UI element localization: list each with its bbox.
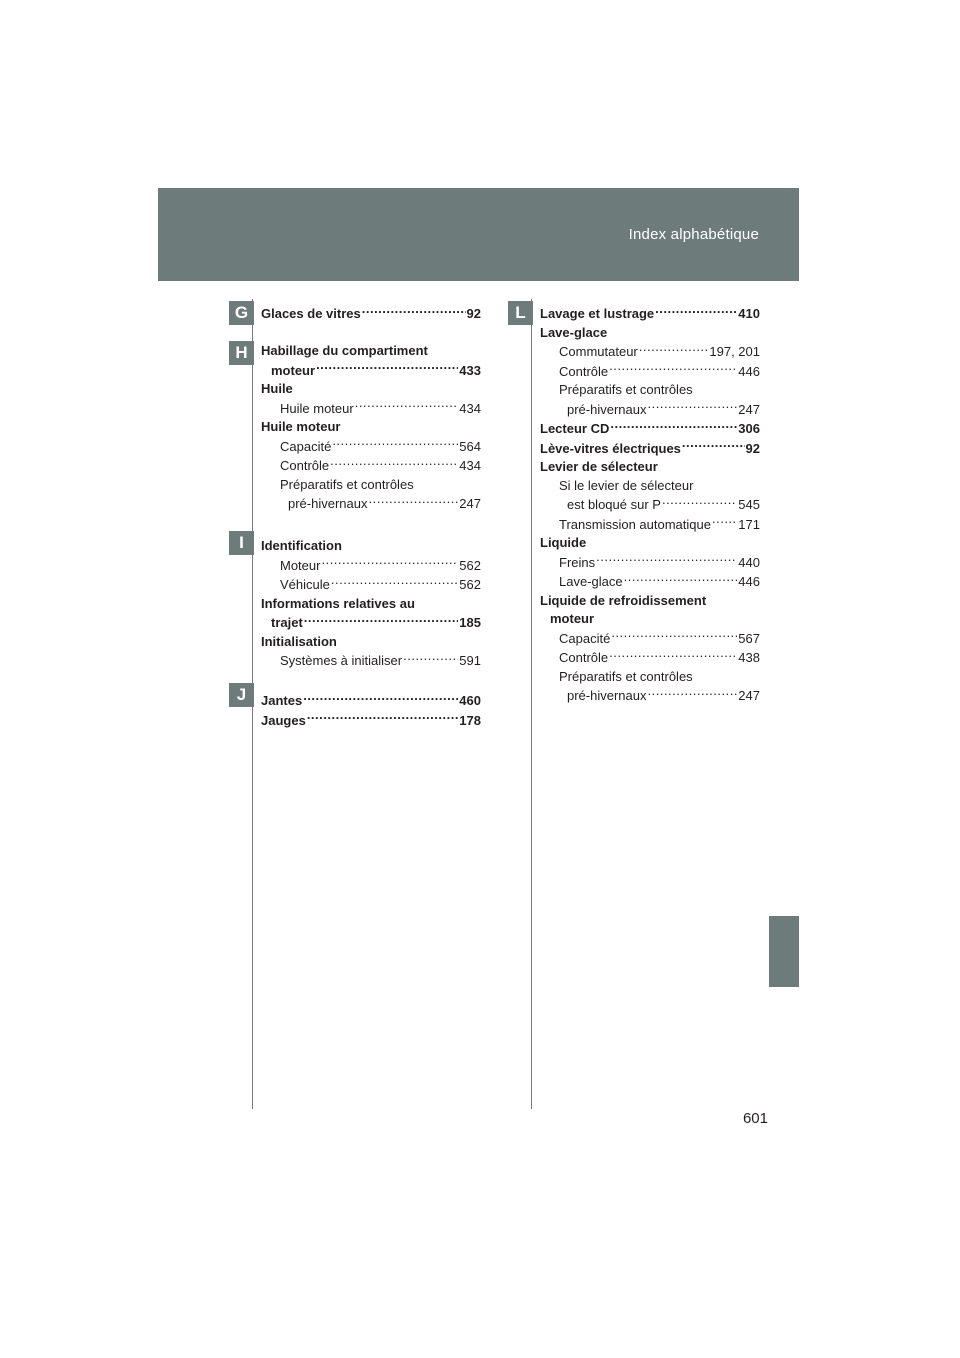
entry-page: 545 bbox=[738, 497, 760, 512]
index-subentry bbox=[540, 553, 760, 573]
right-column-rule bbox=[531, 299, 532, 1109]
entry-page: 197, 201 bbox=[709, 344, 760, 359]
index-subentry bbox=[261, 399, 481, 419]
index-subentry bbox=[540, 495, 760, 515]
entry-label: est bloqué sur P bbox=[567, 497, 661, 512]
index-column-left bbox=[261, 304, 481, 730]
entry-label: Liquide bbox=[540, 535, 587, 550]
entry-label: pré-hivernaux bbox=[567, 401, 647, 417]
index-entry bbox=[540, 439, 760, 459]
entry-page: 185 bbox=[459, 615, 481, 630]
dot-leader bbox=[609, 648, 737, 662]
dot-leader bbox=[369, 494, 459, 508]
entry-label: Préparatifs et contrôles bbox=[280, 476, 414, 492]
chapter-side-tab bbox=[769, 916, 799, 987]
dot-leader bbox=[624, 572, 738, 586]
entry-page: 433 bbox=[459, 362, 481, 378]
entry-label: Glaces de vitres bbox=[261, 306, 361, 321]
index-subentry bbox=[261, 651, 481, 671]
entry-label: Préparatifs et contrôles bbox=[559, 668, 693, 684]
letter-tab-l: L bbox=[508, 301, 533, 325]
entry-label: Lève-vitres électriques bbox=[540, 440, 681, 456]
index-entry bbox=[261, 595, 481, 614]
index-subentry bbox=[540, 400, 760, 420]
index-entry bbox=[540, 610, 760, 629]
entry-page: 171 bbox=[738, 516, 760, 532]
entry-page: 562 bbox=[459, 577, 481, 592]
letter-tab-g: G bbox=[229, 301, 254, 325]
letter-tab-h: H bbox=[229, 341, 254, 365]
dot-leader bbox=[355, 399, 459, 413]
entry-label: Lave-glace bbox=[559, 574, 623, 589]
entry-label: Contrôle bbox=[559, 363, 609, 379]
index-entry bbox=[261, 304, 481, 324]
dot-leader bbox=[362, 304, 466, 318]
entry-label: Véhicule bbox=[280, 577, 330, 592]
dot-leader bbox=[330, 456, 458, 470]
page-number: 601 bbox=[742, 1110, 768, 1127]
dot-leader bbox=[403, 651, 458, 665]
entry-label: Systèmes à initialiser bbox=[280, 653, 403, 668]
index-subentry bbox=[261, 556, 481, 576]
index-subentry bbox=[540, 648, 760, 668]
entry-label: Initialisation bbox=[261, 633, 337, 649]
entry-page: 247 bbox=[459, 496, 481, 511]
entry-label: moteur bbox=[271, 362, 316, 378]
index-entry bbox=[261, 613, 481, 633]
entry-label: Contrôle bbox=[559, 650, 609, 665]
entry-label: Lave-glace bbox=[540, 324, 608, 340]
entry-label: Capacité bbox=[280, 438, 332, 454]
index-entry bbox=[261, 361, 481, 381]
entry-label: Préparatifs et contrôles bbox=[559, 382, 693, 397]
dot-leader bbox=[303, 691, 458, 705]
index-subentry bbox=[540, 668, 760, 687]
entry-label: Commutateur bbox=[559, 344, 638, 359]
index-entry bbox=[261, 691, 481, 711]
entry-page: 247 bbox=[738, 401, 760, 417]
entry-label: Informations relatives au bbox=[261, 595, 415, 611]
dot-leader bbox=[596, 553, 737, 567]
entry-label: Huile moteur bbox=[280, 400, 354, 416]
index-entry bbox=[540, 304, 760, 324]
entry-label: Moteur bbox=[280, 557, 321, 573]
entry-label: Freins bbox=[559, 554, 596, 570]
entry-label: Si le levier de sélecteur bbox=[559, 477, 694, 493]
dot-leader bbox=[655, 304, 737, 318]
entry-label: Transmission automatique bbox=[559, 516, 711, 532]
dot-leader bbox=[331, 575, 458, 589]
index-subentry bbox=[540, 629, 760, 649]
entry-label: Jantes bbox=[261, 693, 303, 708]
entry-page: 247 bbox=[738, 688, 760, 703]
dot-leader bbox=[307, 711, 458, 725]
index-subentry bbox=[261, 575, 481, 595]
dot-leader bbox=[304, 613, 459, 627]
entry-label: Huile moteur bbox=[261, 419, 341, 434]
entry-page: 434 bbox=[459, 458, 481, 473]
index-entry bbox=[261, 380, 481, 399]
entry-label: pré-hivernaux bbox=[288, 496, 368, 511]
entry-page: 92 bbox=[745, 440, 760, 456]
index-subentry bbox=[540, 686, 760, 706]
entry-page: 434 bbox=[459, 400, 481, 416]
dot-leader bbox=[648, 686, 738, 700]
letter-tab-j: J bbox=[229, 683, 254, 707]
entry-label: Huile bbox=[261, 381, 293, 396]
index-column-right bbox=[540, 304, 760, 706]
entry-page: 178 bbox=[459, 712, 481, 728]
entry-page: 306 bbox=[738, 421, 760, 436]
index-entry bbox=[540, 534, 760, 553]
entry-label: Liquide de refroidissement bbox=[540, 592, 707, 608]
entry-label: trajet bbox=[271, 615, 303, 630]
dot-leader bbox=[610, 419, 737, 433]
chapter-header bbox=[158, 188, 799, 281]
entry-label: Habillage du compartiment bbox=[261, 343, 428, 358]
dot-leader bbox=[662, 495, 737, 509]
index-subentry bbox=[540, 362, 760, 382]
dot-leader bbox=[648, 400, 738, 414]
letter-tab-i: I bbox=[229, 531, 254, 555]
entry-page: 446 bbox=[738, 363, 760, 379]
entry-label: Identification bbox=[261, 538, 342, 553]
index-subentry bbox=[261, 476, 481, 495]
index-entry bbox=[540, 458, 760, 477]
index-entry bbox=[261, 537, 481, 556]
index-entry bbox=[540, 592, 760, 611]
entry-label: Capacité bbox=[559, 630, 611, 646]
entry-page: 446 bbox=[738, 574, 760, 589]
header-title: Index alphabétique bbox=[628, 226, 759, 243]
index-subentry bbox=[540, 477, 760, 496]
entry-page: 567 bbox=[738, 630, 760, 646]
index-subentry bbox=[261, 494, 481, 514]
entry-label: pré-hivernaux bbox=[567, 688, 647, 703]
index-entry bbox=[540, 419, 760, 439]
index-subentry bbox=[540, 515, 760, 535]
index-entry bbox=[261, 711, 481, 731]
index-subentry bbox=[540, 342, 760, 362]
dot-leader bbox=[332, 437, 458, 451]
index-entry bbox=[261, 342, 481, 361]
entry-label: Contrôle bbox=[280, 458, 330, 473]
entry-page: 562 bbox=[459, 557, 481, 573]
dot-leader bbox=[712, 515, 737, 529]
dot-leader bbox=[321, 556, 458, 570]
index-entry bbox=[540, 324, 760, 343]
entry-label: moteur bbox=[550, 611, 595, 626]
entry-label: Jauges bbox=[261, 712, 306, 728]
entry-label: Lecteur CD bbox=[540, 421, 610, 436]
entry-page: 591 bbox=[459, 653, 481, 668]
index-subentry bbox=[540, 572, 760, 592]
dot-leader bbox=[611, 629, 737, 643]
entry-label: Levier de sélecteur bbox=[540, 459, 658, 474]
index-entry bbox=[261, 633, 481, 652]
entry-page: 564 bbox=[459, 438, 481, 454]
index-subentry bbox=[261, 456, 481, 476]
entry-page: 438 bbox=[738, 650, 760, 665]
dot-leader bbox=[682, 439, 745, 453]
index-entry bbox=[261, 418, 481, 437]
entry-page: 410 bbox=[738, 306, 760, 321]
dot-leader bbox=[639, 342, 709, 356]
dot-leader bbox=[316, 361, 458, 375]
entry-page: 460 bbox=[459, 693, 481, 708]
dot-leader bbox=[609, 362, 737, 376]
entry-label: Lavage et lustrage bbox=[540, 306, 655, 321]
entry-page: 92 bbox=[466, 306, 481, 321]
entry-page: 440 bbox=[738, 554, 760, 570]
index-subentry bbox=[261, 437, 481, 457]
index-subentry bbox=[540, 381, 760, 400]
